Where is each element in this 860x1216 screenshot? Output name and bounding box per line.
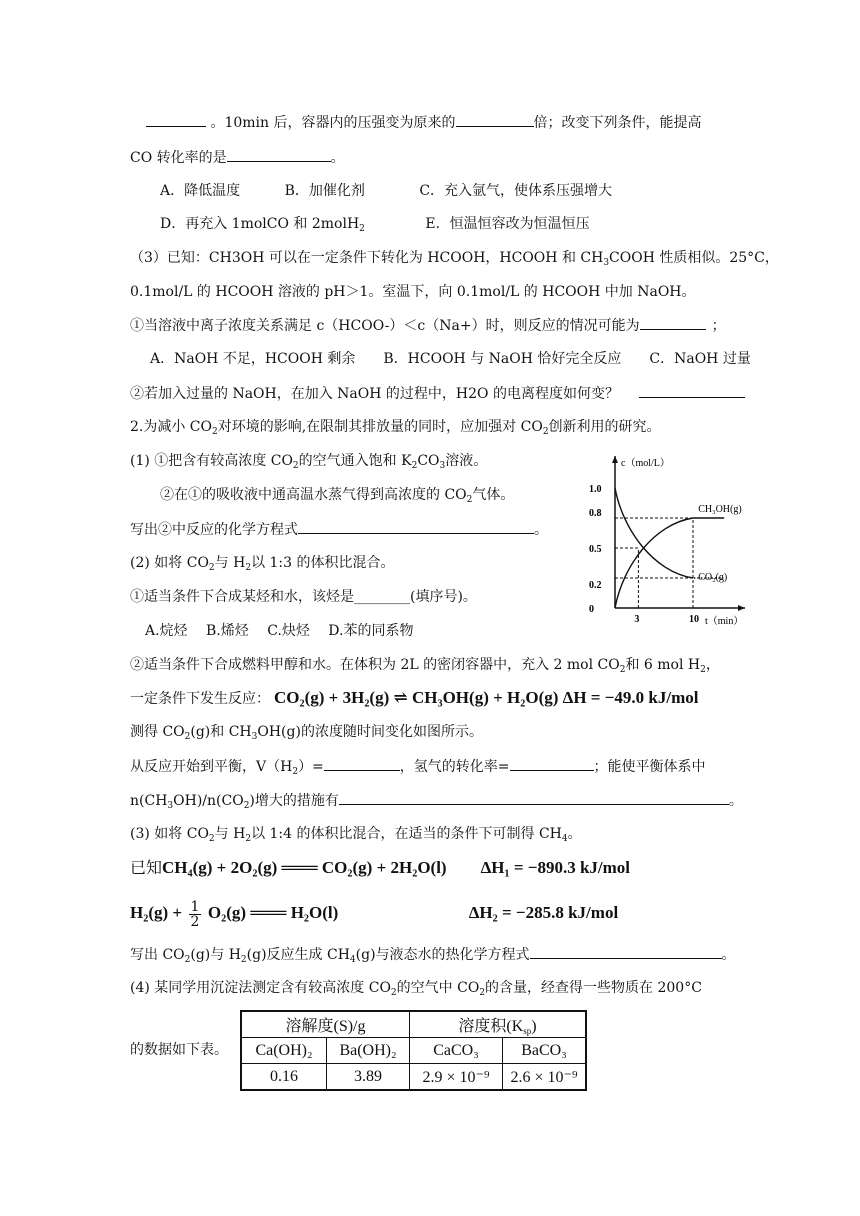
- table-cell: Ca(OH)₂: [241, 1038, 327, 1064]
- blank: [324, 756, 400, 771]
- table-header-solubility: 溶解度(S)/g: [241, 1011, 410, 1038]
- table-cell: 2.6 × 10⁻⁹: [503, 1064, 587, 1091]
- option-row-1: A．降低温度 B．加催化剂 C．充入氩气，使体系压强增大: [160, 183, 613, 199]
- series-label: CH₃OH(g): [698, 504, 742, 515]
- line-2: CO 转化率的是 。: [130, 147, 345, 168]
- p2-3a: (3) 如将 $CO_2$与 $H_2$以 1:4 的体积比混合，在适当的条件下可制得 $CH_4$。: [130, 826, 582, 844]
- blank: [339, 790, 729, 805]
- blank: [456, 112, 534, 127]
- y-tick-label: 0: [589, 604, 594, 615]
- table-cell: Ba(OH)₂: [327, 1038, 410, 1064]
- p2-4a: (4) 某同学用沉淀法测定含有较高浓度 $CO_2$的空气中 $CO_2$的含量，经查得一些物质在 200°C: [130, 980, 702, 998]
- equation-ch4: CH₄(g) + 2O₂(g) ═══ CO₂(g) + 2H₂O(l): [162, 858, 447, 877]
- table-cell: 0.16: [241, 1064, 327, 1091]
- x-axis-arrow: [738, 605, 745, 611]
- x-axis-label: t（min）: [705, 616, 744, 627]
- p2-2a: (2) 如将 $CO_2$与 $H_2$以 1:3 的体积比混合。: [130, 555, 395, 573]
- solubility-table: [240, 1010, 587, 1091]
- x-tick-label: 3: [634, 614, 640, 625]
- y-tick-label: 0.8: [589, 508, 602, 519]
- blank: [530, 944, 722, 959]
- blank: [640, 315, 706, 330]
- reaction-equation: CO₂(g) + 3H₂(g) ⇌ CH₃OH(g) + H₂O(g) ΔH = −49.0 kJ/mol: [274, 688, 699, 707]
- concentration-chart: [585, 448, 765, 630]
- q3-options: A．NaOH 不足，HCOOH 剩余 B．HCOOH 与 NaOH 恰好完全反应 C．NaOH 过量: [150, 351, 751, 367]
- p2-2g: 从反应开始到平衡，$V(H_2)=$ ，氢气的转化率= ；能使平衡体系中: [130, 756, 706, 782]
- fraction-half: $\frac{1}{2}$: [190, 898, 200, 930]
- p2-3d: 写出 $CO_2(g)$与 $H_2(g)$反应生成 $CH_4(g)$与液态水的热化学方程式 。: [130, 944, 736, 970]
- table-cell: CaCO₃: [410, 1038, 503, 1064]
- p2-3b: 已知CH₄(g) + 2O₂(g) ═══ CO₂(g) + 2H₂O(l) ΔH₁ = −890.3 kJ/mol: [130, 858, 631, 877]
- delta-h2: ΔH₂ = −285.8 kJ/mol: [468, 903, 619, 922]
- p2-2f: 测得 $CO_2(g)$和 $CH_3OH(g)$的浓度随时间变化如图所示。: [130, 724, 483, 742]
- y-tick-label: 1.0: [589, 484, 602, 495]
- blank: [227, 147, 331, 162]
- series-line-co2: [615, 488, 693, 578]
- p2-2b: ①适当条件下合成某烃和水，该烃是________(填序号)。: [130, 589, 477, 605]
- p2-1c: 写出②中反应的化学方程式 。: [130, 519, 548, 540]
- p2-1b: ②在①的吸收液中通高温水蒸气得到高浓度的 $CO_2$气体。: [160, 487, 515, 505]
- option-row-2: D．再充入 1molCO 和 2molH$_2$ E．恒温恒容改为恒温恒压: [160, 216, 590, 234]
- series-point: [694, 577, 696, 579]
- blank: [146, 112, 206, 127]
- p2-3c: H₂(g) + $\frac{1}{2}$ O₂(g) ═══ H₂O(l) ΔH₂ = −285.8 kJ/mol: [130, 898, 619, 930]
- table-cell: 3.89: [327, 1064, 410, 1091]
- blank: [298, 519, 534, 534]
- table-cell: BaCO₃: [503, 1038, 587, 1064]
- y-axis-arrow: [612, 456, 618, 463]
- table-header-ksp: 溶度积$(K_{sp})$: [410, 1011, 587, 1038]
- q3-line-3: ①当溶液中离子浓度关系满足 c（HCOO-）＜c（Na+）时，则反应的情况可能为 ；: [130, 315, 726, 336]
- y-tick-label: 0.2: [589, 580, 602, 591]
- p2-2h: $n(CH_3OH)/n(CO_2)$增大的措施有 。: [130, 790, 743, 816]
- series-label: CO₂(g): [698, 572, 728, 583]
- p2-2e: 一定条件下发生反应： CO₂(g) + 3H₂(g) ⇌ CH₃OH(g) + H₂O(g) ΔH = −49.0 kJ/mol: [130, 688, 699, 707]
- p2-1a: (1) ①把含有较高浓度 $CO_2$的空气通入饱和 $K_2CO_3$溶液。: [130, 453, 488, 471]
- line-1: 。10min 后，容器内的压强变为原来的 倍；改变下列条件，能提高: [146, 112, 702, 133]
- p2-2c: A.烷烃 B.烯烃 C.炔烃 D.苯的同系物: [145, 623, 414, 639]
- p2-title: 2.为减小 $CO_2$对环境的影响,在限制其排放量的同时，应加强对 $CO_2$创新利用的研究。: [130, 419, 661, 437]
- x-tick-label: 10: [689, 614, 699, 625]
- y-axis-label: c（mol/L）: [621, 458, 670, 469]
- delta-h1: ΔH₁ = −890.3 kJ/mol: [480, 858, 631, 877]
- y-tick-label: 0.5: [589, 544, 602, 555]
- table-cell: 2.9 × 10⁻⁹: [410, 1064, 503, 1091]
- p2-2d: ②适当条件下合成燃料甲醇和水。在体积为 2L 的密闭容器中，充入 2 mol $CO_2$和 6 mol $H_2$，: [130, 657, 720, 675]
- q3-line-1: （3）已知：CH3OH 可以在一定条件下转化为 HCOOH，HCOOH 和 $CH_3COOH$ 性质相似。25°C，: [130, 250, 779, 268]
- p2-4b: 的数据如下表。: [130, 1042, 228, 1058]
- blank: [639, 383, 745, 398]
- q3-line-4: ②若加入过量的 NaOH，在加入 NaOH 的过程中，H2O 的电离程度如何变？: [130, 383, 745, 404]
- q3-line-2: 0.1mol/L 的 HCOOH 溶液的 pH＞1。室温下，向 0.1mol/L 的 HCOOH 中加 NaOH。: [130, 284, 696, 300]
- blank: [510, 756, 594, 771]
